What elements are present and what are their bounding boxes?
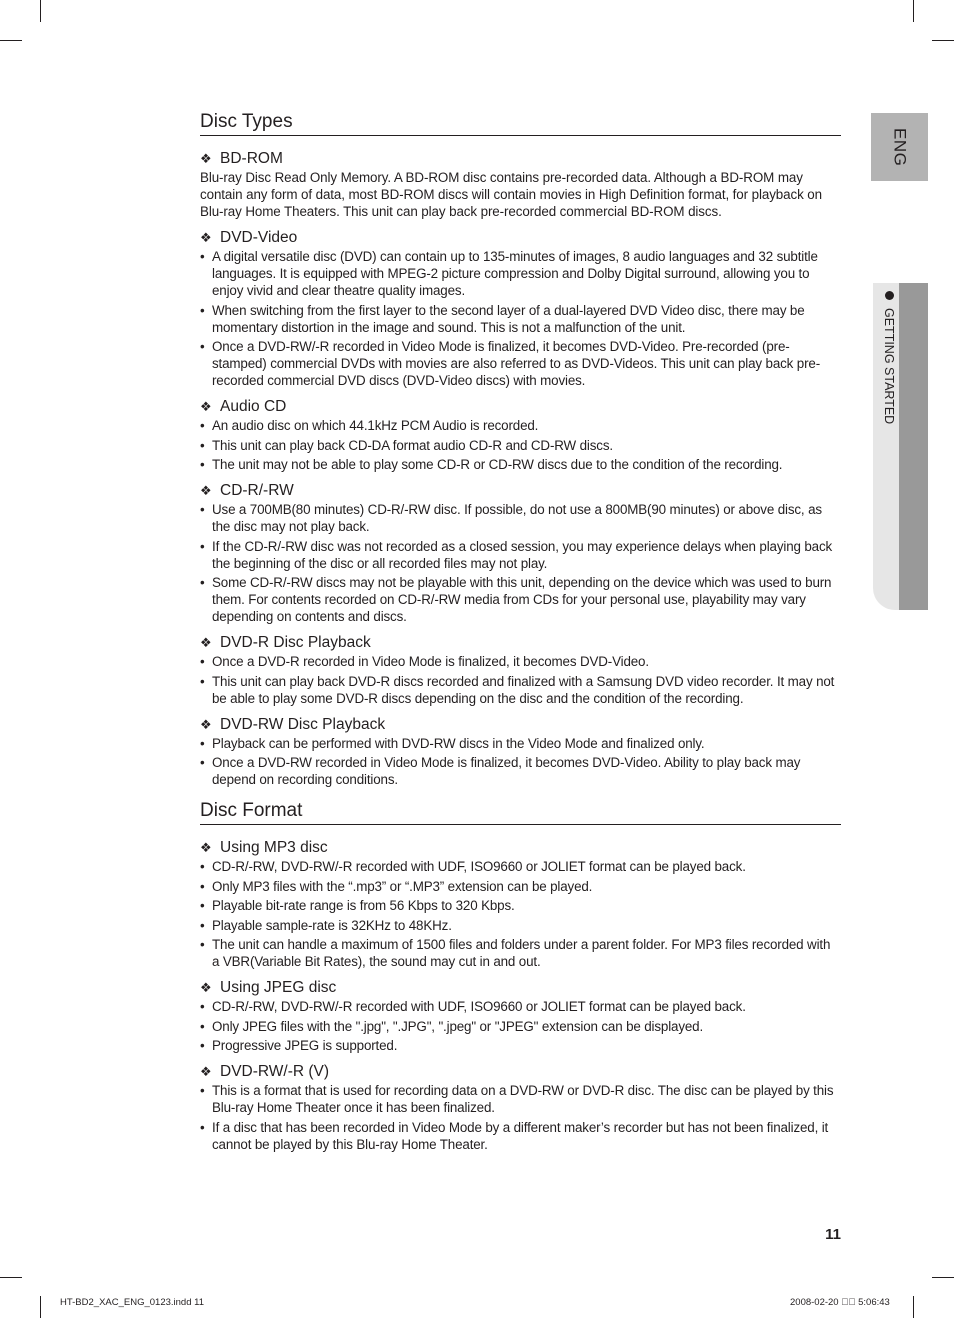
list-item: • This is a format that is used for recording data on a DVD-RW or DVD-R disc. The disc can be played by this Blu-ray Home Theater once it has been finalized. [200,1082,841,1116]
diamond-icon: ❖ [200,980,212,995]
chapter-label [878,291,900,424]
list-item: • Progressive JPEG is supported. [200,1037,841,1054]
list-item: • If a disc that has been recorded in Video Mode by a different maker’s recorder but has not been finalized, it cannot be played by this Blu-ray Home Theater. [200,1119,841,1153]
diamond-icon: ❖ [200,230,212,245]
paragraph: Blu-ray Disc Read Only Memory. A BD-ROM disc contains pre-recorded data. Although a BD-ROM may contain any form of data, most BD-ROM discs will contain movies in High Definition format, for playback on Blu-ray Home Theaters. This unit can play back pre-recorded commercial BD-ROM discs. [200,170,822,219]
list-item: • When switching from the first layer to the second layer of a dual-layered DVD Video disc, there may be momentary distortion in the image and sound. This is not a malfunction of the unit. [200,302,841,336]
subsection [200,229,841,389]
subsection-heading-text: BD-ROM [220,150,283,167]
list-item: • Playable bit-rate range is from 56 Kbps to 320 Kbps. [200,897,841,914]
list-item: • Playable sample-rate is 32KHz to 48KHz. [200,917,841,934]
subsection-heading-text: Using MP3 disc [220,839,328,856]
diamond-icon: ❖ [200,483,212,498]
bullet-list [200,858,841,970]
subsection-heading [200,482,841,500]
main-content [200,110,841,1155]
subsection-heading [200,716,841,734]
subsection [200,716,841,789]
bullet-list [200,735,841,789]
list-item: • Playback can be performed with DVD-RW discs in the Video Mode and finalized only. [200,735,841,752]
subsection-heading-text: DVD-RW/-R (V) [220,1063,330,1080]
list-item: • CD-R/-RW, DVD-RW/-R recorded with UDF, ISO9660 or JOLIET format can be played back. [200,998,841,1015]
list-item: • This unit can play back DVD-R discs recorded and finalized with a Samsung DVD video recorder. It may not be able to play some DVD-R discs depending on the disc and the condition of the recording. [200,673,841,707]
subsection-heading-text: CD-R/-RW [220,482,294,499]
subsection-heading-text: Audio CD [220,398,287,415]
diamond-icon: ❖ [200,151,212,166]
language-tab [871,113,928,181]
bullet-list [200,1082,841,1153]
bullet-list [200,998,841,1054]
list-item: • A digital versatile disc (DVD) can contain up to 135-minutes of images, 8 audio languages and 32 subtitle languages. It is equipped with MPEG-2 picture compression and Dolby Digital surround, allowing you to enjoy vivid and clear theatre quality images. [200,248,841,299]
bullet-list [200,417,841,473]
subsection [200,839,841,970]
language-tab-label: ENG [890,127,910,167]
subsection-heading [200,229,841,247]
list-item: • Only JPEG files with the ".jpg", ".JPG", ".jpeg" or "JPEG" extension can be displayed. [200,1018,841,1035]
crop-mark [0,1277,22,1278]
crop-mark [932,1277,954,1278]
list-item: • Some CD-R/-RW discs may not be playable with this unit, depending on the device which was used to burn them. For contents recorded on CD-R/-RW media from CDs for your personal use, playability may vary depending on contents and discs. [200,574,841,625]
subsection-heading [200,398,841,416]
list-item: • The unit may not be able to play some CD-R or CD-RW discs due to the condition of the recording. [200,456,841,473]
list-item: • This unit can play back CD-DA format audio CD-R and CD-RW discs. [200,437,841,454]
list-item: • Once a DVD-R recorded in Video Mode is finalized, it becomes DVD-Video. [200,653,841,670]
subsection-heading [200,839,841,857]
crop-mark [913,0,914,22]
list-item: • Only MP3 files with the “.mp3” or “.MP3” extension can be played. [200,878,841,895]
subsection [200,1063,841,1153]
crop-mark [913,1296,914,1318]
subsection [200,482,841,625]
diamond-icon: ❖ [200,635,212,650]
subsection-heading-text: Using JPEG disc [220,979,337,996]
diamond-icon: ❖ [200,399,212,414]
subsection-heading [200,634,841,652]
list-item: • The unit can handle a maximum of 1500 files and folders under a parent folder. For MP3 files recorded with a VBR(Variable Bit Rates), the sound may cut in and out. [200,936,841,970]
list-item: • Once a DVD-RW/-R recorded in Video Mode is finalized, it becomes DVD-Video. Pre-recorded (pre-stamped) commercial DVDs with movies are also referred to as DVD-Videos. This unit can play back pre-recorded commercial DVD discs (DVD-Video discs) with movies. [200,338,841,389]
subsection [200,398,841,473]
subsection [200,979,841,1054]
subsection-heading [200,979,841,997]
section-title: Disc Format [200,799,841,825]
footer-filename: HT-BD2_XAC_ENG_0123.indd 11 [60,1297,204,1308]
crop-mark [0,40,22,41]
crop-mark [932,40,954,41]
chapter-label-text: GETTING STARTED [882,308,896,425]
subsection-heading-text: DVD-R Disc Playback [220,634,371,651]
bullet-list [200,248,841,389]
section-title: Disc Types [200,110,841,136]
crop-mark [40,1296,41,1318]
diamond-icon: ❖ [200,1064,212,1079]
subsection [200,150,841,220]
list-item: • Use a 700MB(80 minutes) CD-R/-RW disc. If possible, do not use a 800MB(90 minutes) or above disc, as the disc may not play back. [200,501,841,535]
list-item: • If the CD-R/-RW disc was not recorded as a closed session, you may experience delays when playing back the beginning of the disc or all recorded files may not play. [200,538,841,572]
bullet-list [200,653,841,707]
subsection-heading-text: DVD-RW Disc Playback [220,715,386,733]
bullet-dot-icon [885,291,894,300]
subsection [200,634,841,707]
chapter-side-tab [873,283,928,610]
list-item: • Once a DVD-RW recorded in Video Mode is finalized, it becomes DVD-Video. Ability to play back may depend on recording conditions. [200,754,841,788]
list-item: • CD-R/-RW, DVD-RW/-R recorded with UDF, ISO9660 or JOLIET format can be played back. [200,858,841,875]
list-item: • An audio disc on which 44.1kHz PCM Audio is recorded. [200,417,841,434]
subsection-heading [200,150,841,168]
subsection-heading-text: DVD-Video [220,229,298,246]
crop-mark [40,0,41,22]
side-tab-band [899,283,928,610]
diamond-icon: ❖ [200,840,212,855]
footer-timestamp: 2008-02-20 ￿￿ 5:06:43 [790,1297,890,1308]
subsection-heading [200,1063,841,1081]
diamond-icon: ❖ [200,716,212,732]
bullet-list [200,501,841,625]
page-number: 11 [825,1226,841,1243]
